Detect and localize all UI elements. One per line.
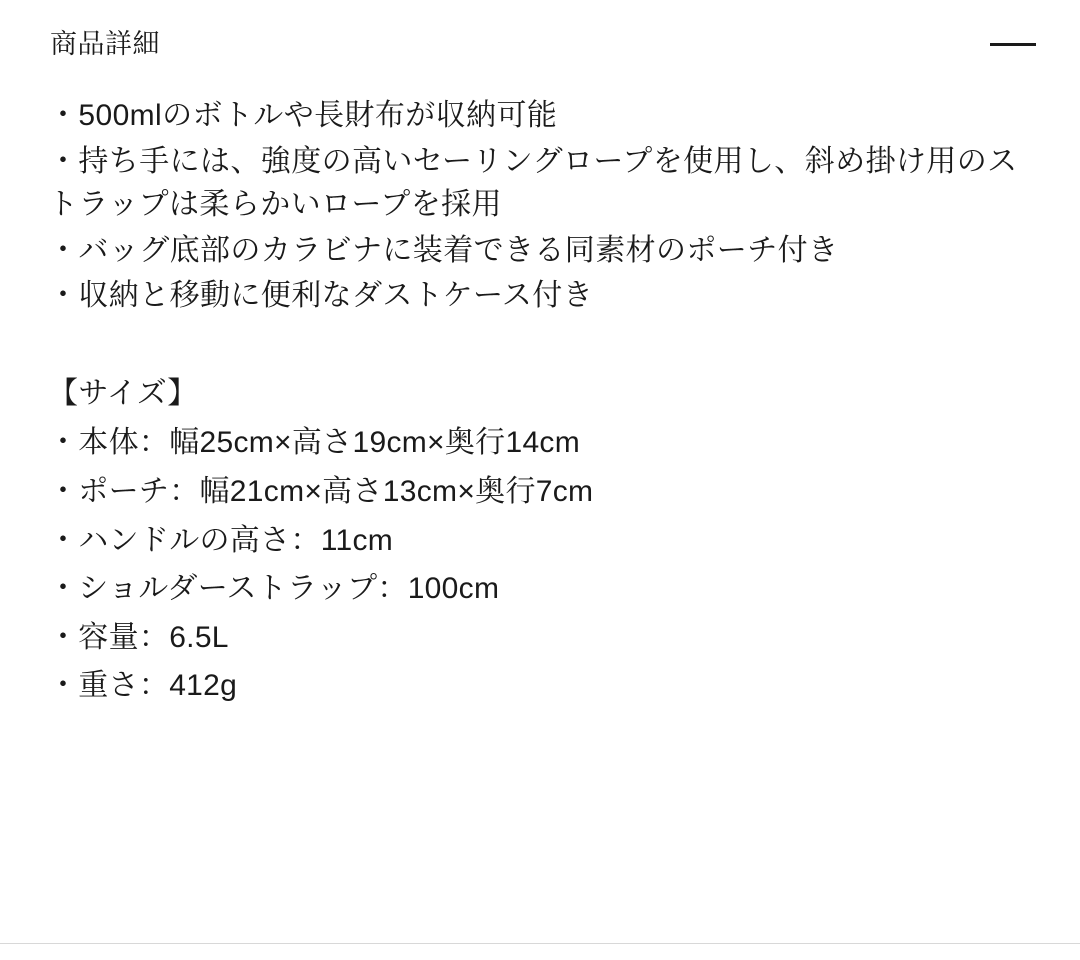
page-title: 商品詳細 (50, 29, 160, 59)
list-item: ・ポーチ：幅21cm×高さ13cm×奥行7cm (48, 474, 594, 508)
list-item: ・重さ：412g (48, 669, 238, 703)
list-item: ・ショルダーストラップ：100cm (48, 572, 500, 606)
list-item: ・バッグ底部のカラビナに装着できる同素材のポーチ付き (48, 233, 839, 267)
content-spacer (48, 320, 1036, 372)
list-item: ・ハンドルの高さ：11cm (48, 523, 394, 557)
feature-list (48, 94, 1036, 318)
list-item: ・収納と移動に便利なダストケース付き (48, 279, 594, 313)
section-divider (0, 943, 1080, 944)
size-list (48, 419, 1036, 711)
minus-icon-bar (990, 43, 1036, 46)
section-header (0, 0, 1080, 60)
size-section-heading: 【サイズ】 (48, 376, 198, 410)
detail-content (0, 60, 1080, 711)
list-item: ・本体：幅25cm×高さ19cm×奥行14cm (48, 426, 581, 460)
list-item: ・容量：6.5L (48, 620, 229, 654)
minus-icon[interactable] (990, 30, 1036, 58)
list-item: ・500mlのボトルや長財布が収納可能 (48, 99, 558, 133)
list-item: ・持ち手には、強度の高いセーリングロープを使用し、斜め掛け用のストラップは柔らかいロープを採用 (48, 144, 1018, 222)
